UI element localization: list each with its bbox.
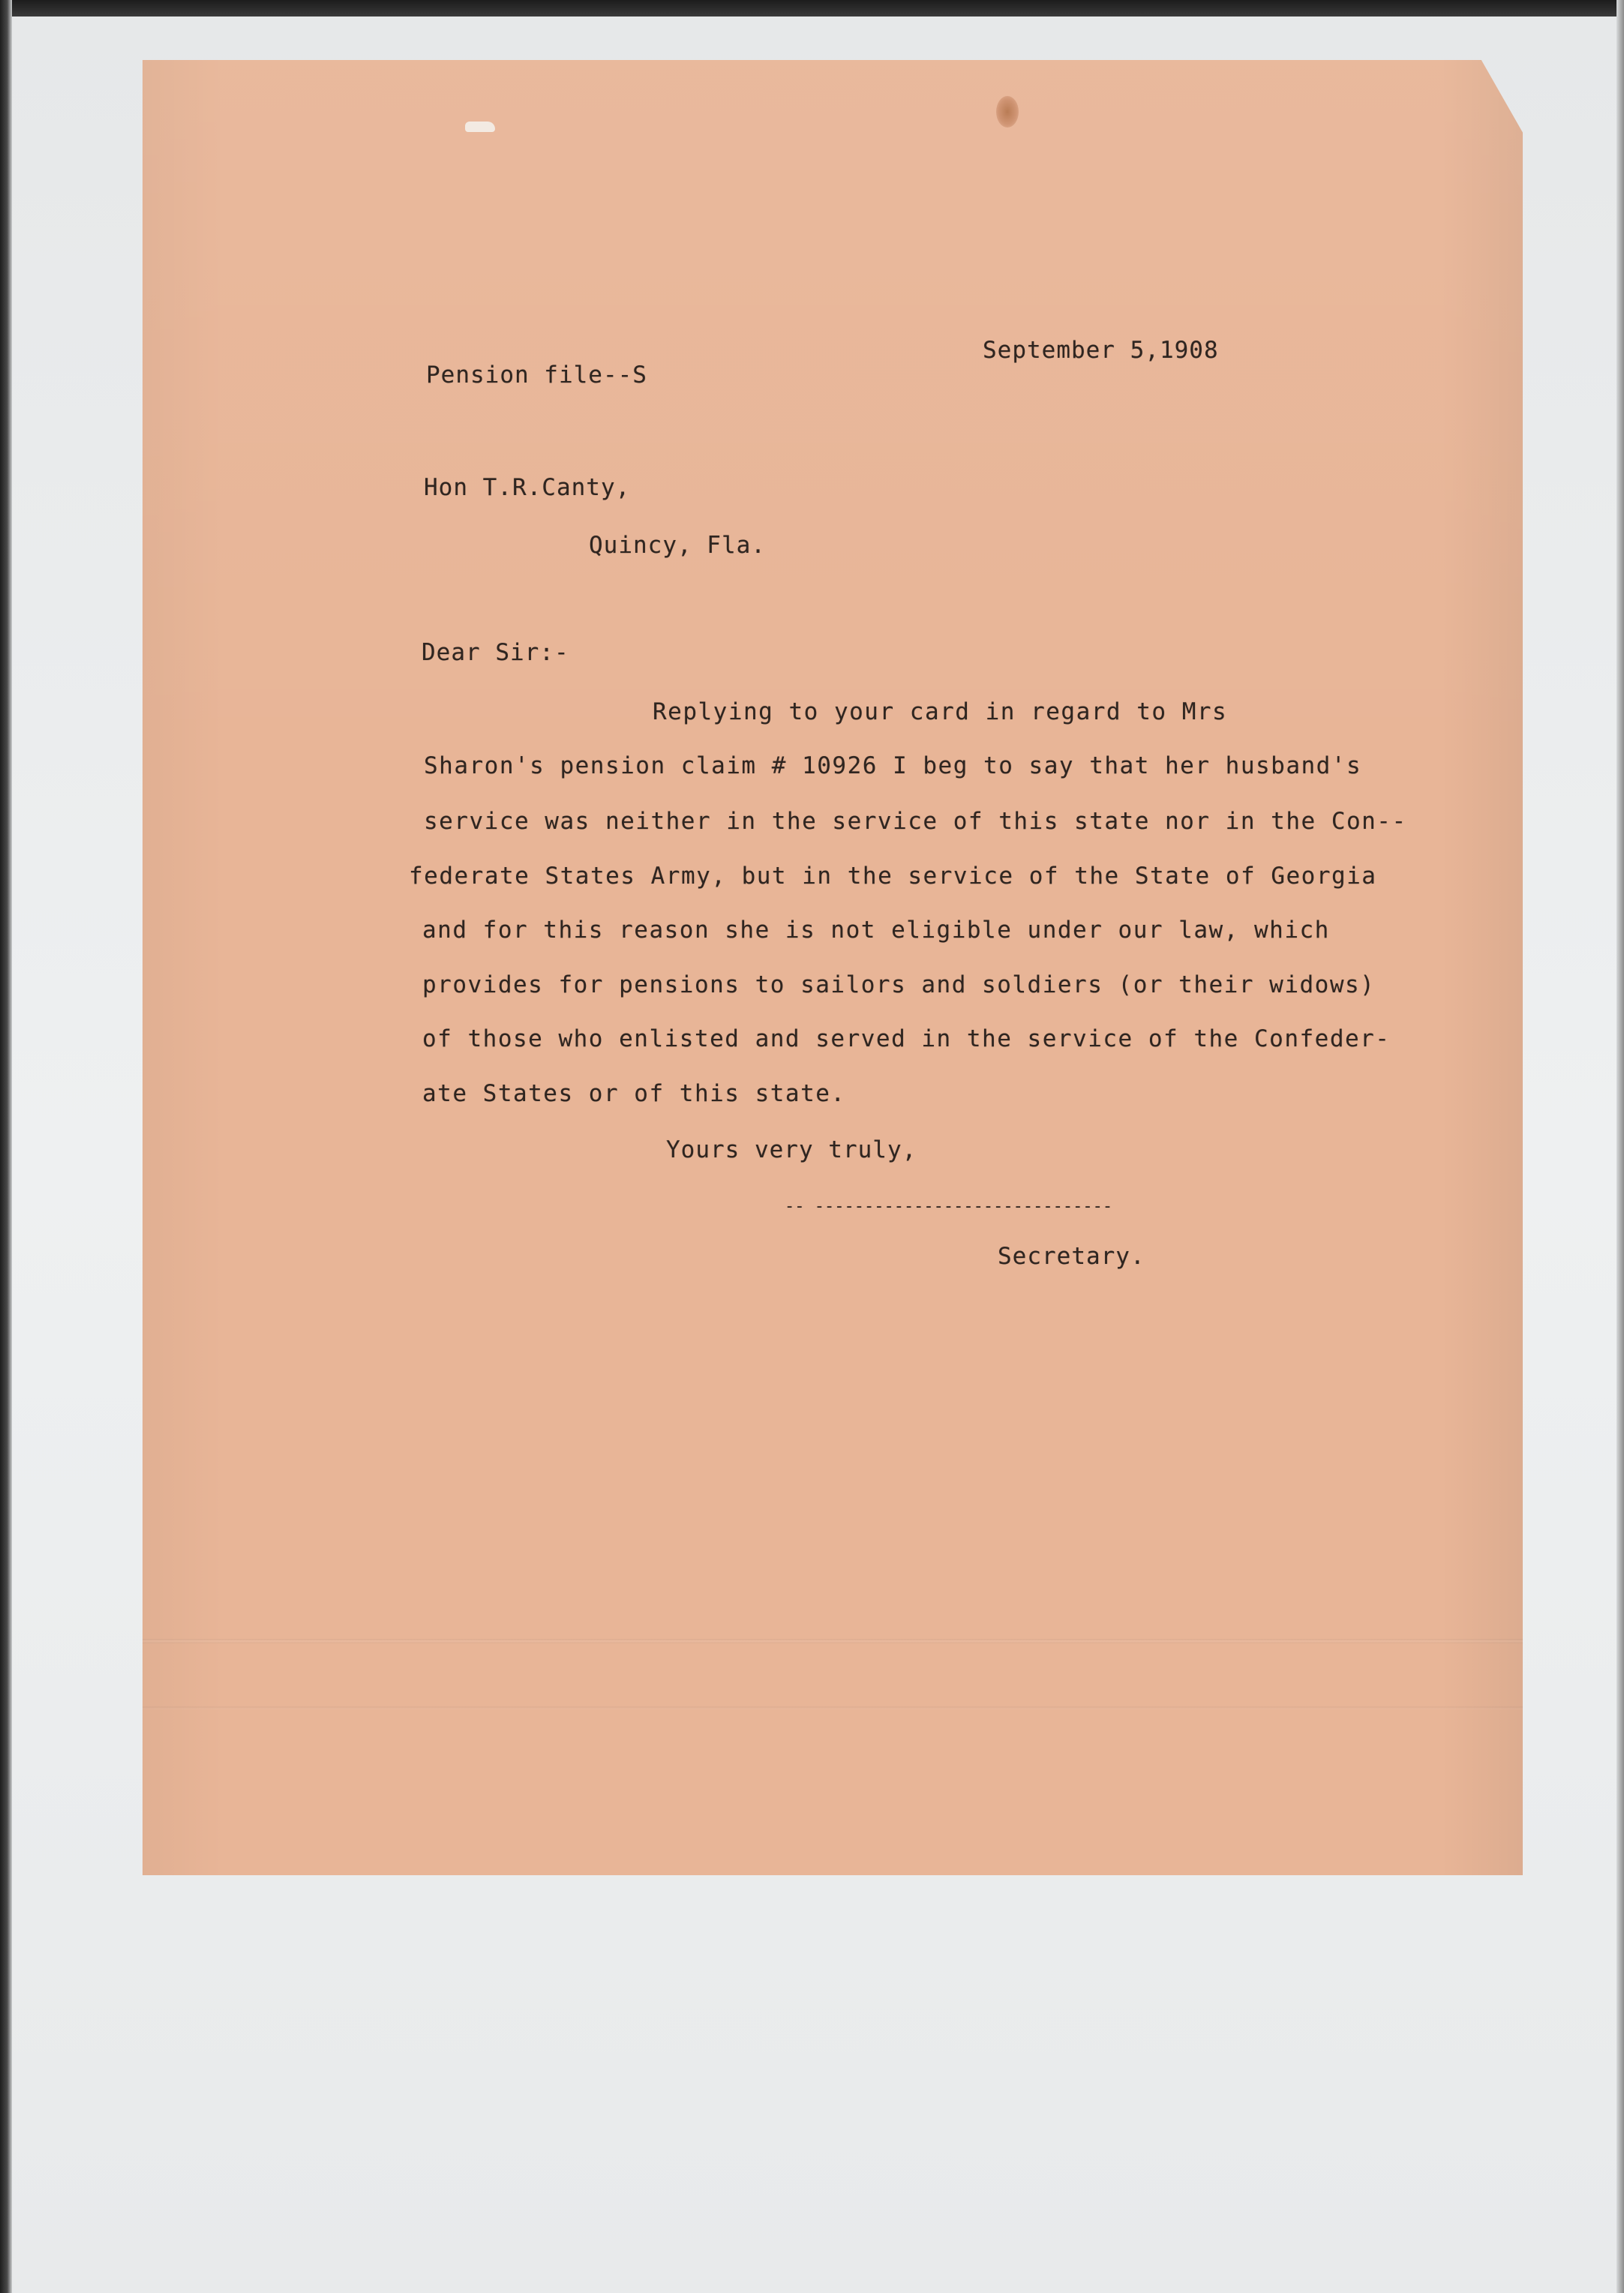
recipient-name: Hon T.R.Canty, bbox=[424, 474, 631, 501]
recipient-place: Quincy, Fla. bbox=[589, 532, 766, 559]
body-line: ate States or of this state. bbox=[422, 1080, 846, 1107]
letter-sheet bbox=[143, 60, 1523, 1875]
body-line: and for this reason she is not eligible under our law, which bbox=[422, 917, 1330, 944]
scanner-left-edge bbox=[0, 0, 12, 2293]
body-line: Sharon's pension claim # 10926 I beg to say that her husband's bbox=[424, 752, 1362, 779]
paper-fold-line bbox=[143, 1706, 1523, 1709]
body-line: of those who enlisted and served in the service of the Confeder- bbox=[422, 1025, 1391, 1052]
scanner-right-edge bbox=[1616, 0, 1624, 2293]
paper-fold-line bbox=[143, 1639, 1523, 1643]
paper-stain bbox=[996, 96, 1019, 128]
letter-date: September 5,1908 bbox=[983, 337, 1219, 364]
scanner-top-edge bbox=[0, 0, 1624, 17]
signature-line: -- ------------------------------ bbox=[785, 1197, 1113, 1216]
closing: Yours very truly, bbox=[666, 1136, 917, 1163]
file-reference: Pension file--S bbox=[426, 362, 647, 389]
body-line: federate States Army, but in the service of the State of Georgia bbox=[409, 863, 1377, 890]
body-line: Replying to your card in regard to Mrs bbox=[653, 698, 1228, 725]
body-line: service was neither in the service of this state nor in the Con-- bbox=[424, 808, 1407, 835]
body-line: provides for pensions to sailors and soldiers (or their widows) bbox=[422, 971, 1376, 998]
paper-clip-mark bbox=[465, 122, 495, 132]
signer-title: Secretary. bbox=[998, 1243, 1145, 1270]
salutation: Dear Sir:- bbox=[422, 639, 569, 666]
